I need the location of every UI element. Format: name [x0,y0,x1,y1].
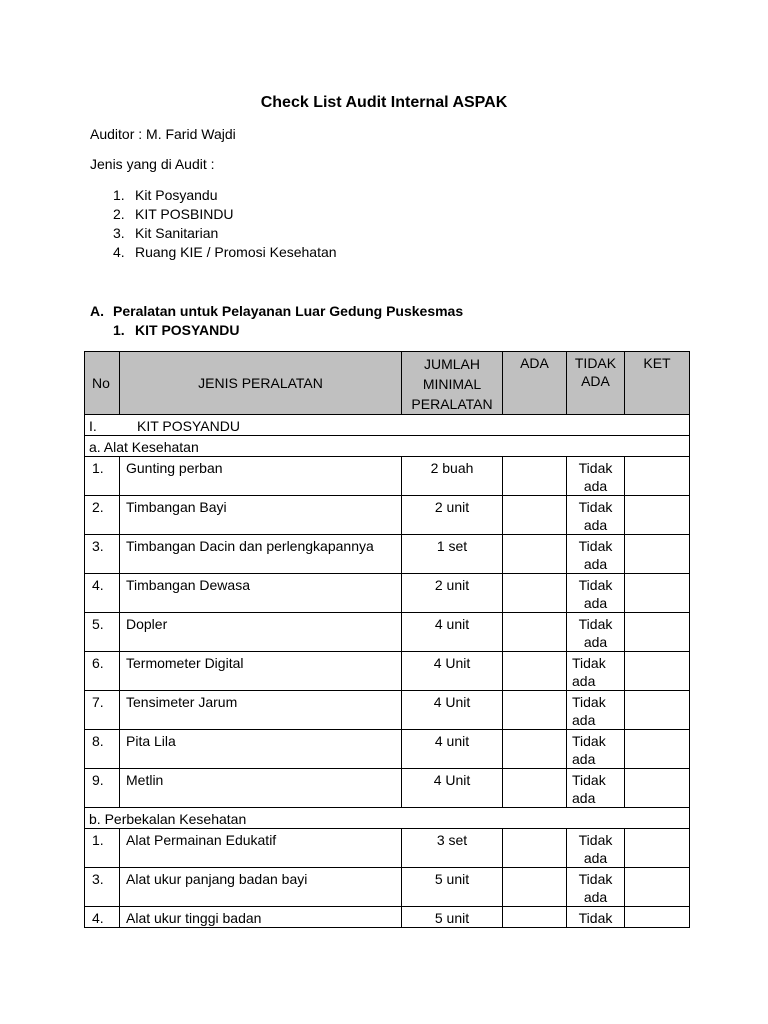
cell-ket [625,652,690,691]
cell-tidak-ada: Tidak ada [567,730,625,769]
item-label: Ruang KIE / Promosi Kesehatan [135,244,337,260]
cell-no: 1. [85,829,120,868]
section-1-title: KIT POSYANDU [135,322,240,338]
group-row [85,436,690,457]
cell-no: 4. [85,574,120,613]
header-jenis-peralatan: JENIS PERALATAN [120,352,402,415]
table-header-row [85,352,690,415]
cell-tidak-ada: Tidak ada [567,769,625,808]
cell-qty: 5 unit [402,907,503,928]
audit-type-item [113,205,337,224]
cell-ket [625,868,690,907]
cell-ket [625,691,690,730]
cell-qty: 2 unit [402,574,503,613]
cell-name: Dopler [120,613,402,652]
item-number: 1. [113,187,125,203]
cell-ada [503,457,567,496]
header-no: No [85,352,120,415]
cell-no: 5. [85,613,120,652]
cell-ket [625,829,690,868]
item-number: 2. [113,206,125,222]
cell-ada [503,691,567,730]
cell-name: Alat ukur tinggi badan [120,907,402,928]
kit-label: KIT POSYANDU [137,418,240,434]
table-row [85,907,690,928]
item-label: Kit Sanitarian [135,225,219,241]
table-row [85,613,690,652]
cell-ket [625,769,690,808]
header-ada: ADA [503,352,567,415]
cell-ket [625,613,690,652]
header-tidak-ada: TIDAK ADA [567,352,625,415]
kit-row [85,415,690,436]
cell-ket [625,907,690,928]
document-title: Check List Audit Internal ASPAK [260,94,508,111]
item-label: Kit Posyandu [135,187,218,203]
cell-name: Timbangan Dacin dan perlengkapannya [120,535,402,574]
cell-name: Tensimeter Jarum [120,691,402,730]
cell-tidak-ada: Tidak ada [567,457,625,496]
cell-name: Gunting perban [120,457,402,496]
equipment-table [84,351,690,928]
cell-tidak-ada: Tidak ada [567,691,625,730]
group-a-label: a. Alat Kesehatan [85,436,690,457]
cell-ada [503,613,567,652]
group-row [85,808,690,829]
cell-name: Timbangan Dewasa [120,574,402,613]
cell-name: Metlin [120,769,402,808]
cell-qty: 4 Unit [402,691,503,730]
cell-ket [625,574,690,613]
cell-qty: 4 unit [402,613,503,652]
cell-no: 6. [85,652,120,691]
cell-name: Alat Permainan Edukatif [120,829,402,868]
section-a-number: A. [90,303,104,319]
section-1-number: 1. [113,322,125,338]
cell-tidak-ada: Tidak ada [567,652,625,691]
cell-no: 3. [85,868,120,907]
cell-qty: 2 unit [402,496,503,535]
kit-cell [85,415,690,436]
cell-ada [503,907,567,928]
section-a-title: Peralatan untuk Pelayanan Luar Gedung Puskesmas [113,303,464,319]
table-row [85,769,690,808]
cell-tidak-ada: Tidak ada [567,868,625,907]
cell-ada [503,652,567,691]
item-number: 3. [113,225,125,241]
audit-type-item [113,224,337,243]
cell-ada [503,769,567,808]
table-row [85,652,690,691]
cell-qty: 5 unit [402,868,503,907]
cell-no: 2. [85,496,120,535]
cell-ada [503,868,567,907]
group-b-label: b. Perbekalan Kesehatan [85,808,690,829]
cell-ket [625,457,690,496]
cell-no: 9. [85,769,120,808]
table-row [85,496,690,535]
table-row [85,868,690,907]
section-1-heading [113,322,240,338]
table-row [85,691,690,730]
cell-ket [625,496,690,535]
cell-ada [503,730,567,769]
auditor-line: Auditor : M. Farid Wajdi [90,126,236,142]
table-row [85,574,690,613]
cell-ada [503,496,567,535]
cell-tidak-ada: Tidak ada [567,574,625,613]
header-ket: KET [625,352,690,415]
cell-no: 4. [85,907,120,928]
table-row [85,535,690,574]
cell-tidak-ada: Tidak ada [567,496,625,535]
audit-type-item [113,186,337,205]
cell-qty: 3 set [402,829,503,868]
item-label: KIT POSBINDU [135,206,234,222]
cell-ada [503,535,567,574]
cell-qty: 4 Unit [402,652,503,691]
cell-qty: 4 unit [402,730,503,769]
cell-name: Termometer Digital [120,652,402,691]
cell-tidak-ada: Tidak [567,907,625,928]
cell-ada [503,829,567,868]
table-row [85,829,690,868]
cell-ket [625,730,690,769]
cell-no: 7. [85,691,120,730]
cell-ket [625,535,690,574]
cell-name: Alat ukur panjang badan bayi [120,868,402,907]
audit-type-label: Jenis yang di Audit : [90,156,215,172]
cell-tidak-ada: Tidak ada [567,613,625,652]
cell-name: Timbangan Bayi [120,496,402,535]
cell-no: 3. [85,535,120,574]
cell-qty: 4 Unit [402,769,503,808]
kit-number: I. [89,418,97,434]
cell-no: 8. [85,730,120,769]
section-a-heading [90,303,463,319]
cell-tidak-ada: Tidak ada [567,535,625,574]
table-row [85,730,690,769]
cell-qty: 2 buah [402,457,503,496]
cell-no: 1. [85,457,120,496]
cell-name: Pita Lila [120,730,402,769]
table-row [85,457,690,496]
cell-ada [503,574,567,613]
audit-type-item [113,243,337,262]
item-number: 4. [113,244,125,260]
header-jumlah-minimal: JUMLAH MINIMAL PERALATAN [402,352,503,415]
audit-type-list [113,186,337,262]
cell-tidak-ada: Tidak ada [567,829,625,868]
cell-qty: 1 set [402,535,503,574]
